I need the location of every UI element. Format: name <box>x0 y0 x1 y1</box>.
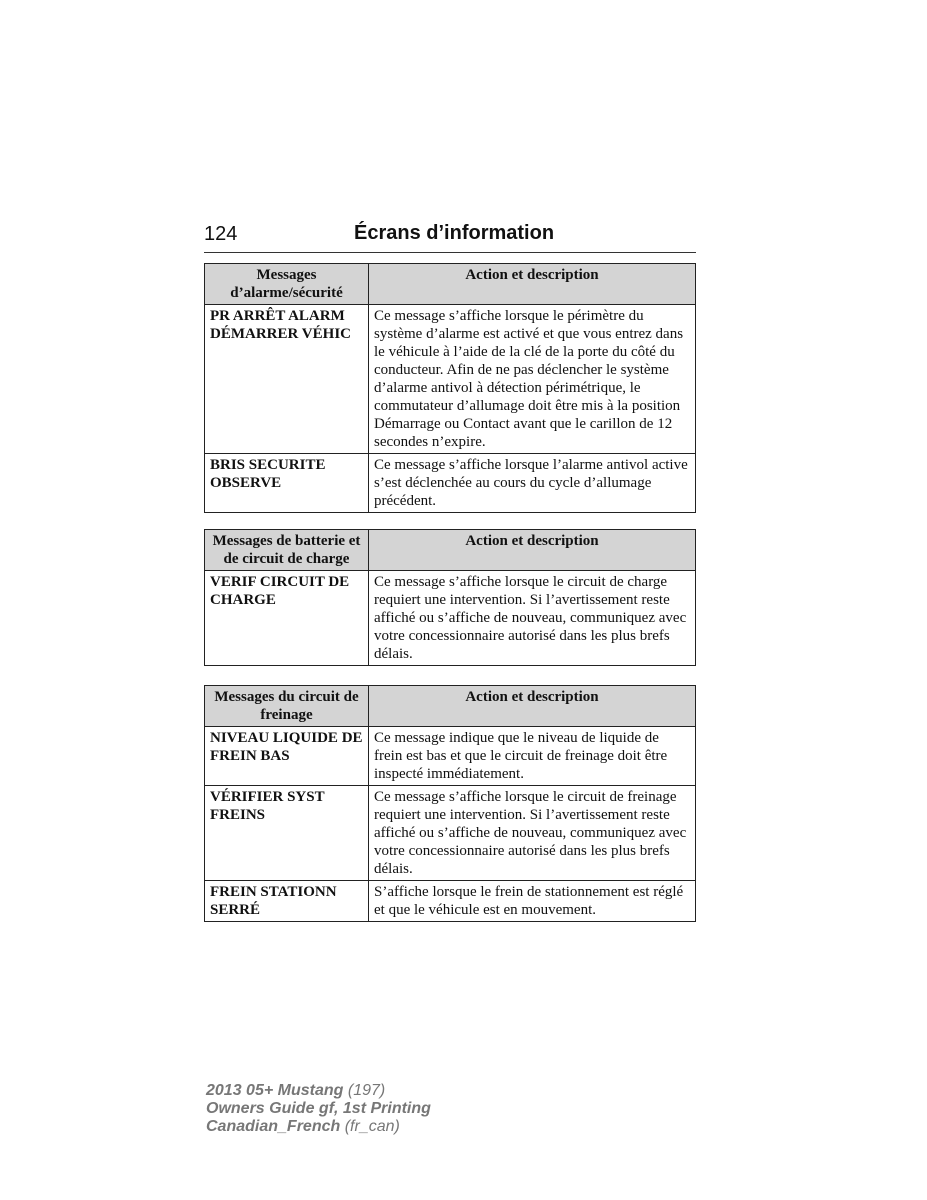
brake-system-messages-table <box>204 685 696 922</box>
alarm-security-messages-table <box>204 263 696 513</box>
table-row <box>205 727 696 786</box>
table-row <box>205 786 696 881</box>
column-header-messages: Messages de batterie et de circuit de charge <box>205 530 369 571</box>
column-header-action: Action et description <box>369 686 696 727</box>
page-number: 124 <box>204 223 238 245</box>
page-title: Écrans d’information <box>354 222 555 244</box>
message-description: Ce message s’affiche lorsque le circuit de charge requiert une intervention. Si l’avertissement reste affiché ou s’affiche de nouveau, communiquez avec votre concessionnaire autorisé dans les plus brefs délais. <box>369 571 696 666</box>
footer-line <box>206 1082 431 1100</box>
column-header-messages: Messages du circuit de freinage <box>205 686 369 727</box>
column-header-action: Action et description <box>369 264 696 305</box>
footer-line <box>206 1118 431 1136</box>
message-description: Ce message indique que le niveau de liquide de frein est bas et que le circuit de freinage doit être inspecté immédiatement. <box>369 727 696 786</box>
table-row <box>205 881 696 922</box>
column-header-action: Action et description <box>369 530 696 571</box>
footer-language-code: (fr_can) <box>344 1118 400 1135</box>
footer-printing: Owners Guide gf, 1st Printing <box>206 1100 431 1117</box>
message-name: BRIS SECURITE OBSERVE <box>205 454 369 513</box>
message-description: Ce message s’affiche lorsque le périmètre du système d’alarme est activé et que vous entrez dans le véhicule à l’aide de la clé de la porte du côté du conducteur. Afin de ne pas déclencher le système d’alarme antivol à détection périmétrique, le commutateur d’allumage doit être mis à la position Démarrage ou Contact avant que le carillon de 12 secondes n’expire. <box>369 305 696 454</box>
message-name: FREIN STATIONN SERRÉ <box>205 881 369 922</box>
message-name: NIVEAU LIQUIDE DE FREIN BAS <box>205 727 369 786</box>
message-description: S’affiche lorsque le frein de stationnement est réglé et que le véhicule est en mouvement. <box>369 881 696 922</box>
table-header-row <box>205 530 696 571</box>
table-row <box>205 571 696 666</box>
message-name: VERIF CIRCUIT DE CHARGE <box>205 571 369 666</box>
page-header <box>204 222 696 253</box>
table-row <box>205 454 696 513</box>
message-description: Ce message s’affiche lorsque le circuit de freinage requiert une intervention. Si l’avertissement reste affiché ou s’affiche de nouveau, communiquez avec votre concessionnaire autorisé dans les plus brefs délais. <box>369 786 696 881</box>
table-row <box>205 305 696 454</box>
table-header-row <box>205 686 696 727</box>
footer-model-code: (197) <box>347 1082 386 1099</box>
table-header-row <box>205 264 696 305</box>
footer-language: Canadian_French <box>206 1118 341 1135</box>
footer-model: 2013 05+ Mustang <box>206 1082 344 1099</box>
message-name: VÉRIFIER SYST FREINS <box>205 786 369 881</box>
message-name: PR ARRÊT ALARM DÉMARRER VÉHIC <box>205 305 369 454</box>
battery-charging-messages-table <box>204 529 696 666</box>
message-description: Ce message s’affiche lorsque l’alarme antivol active s’est déclenchée au cours du cycle d’allumage précédent. <box>369 454 696 513</box>
column-header-messages: Messages d’alarme/sécurité <box>205 264 369 305</box>
print-footer <box>206 1082 431 1136</box>
